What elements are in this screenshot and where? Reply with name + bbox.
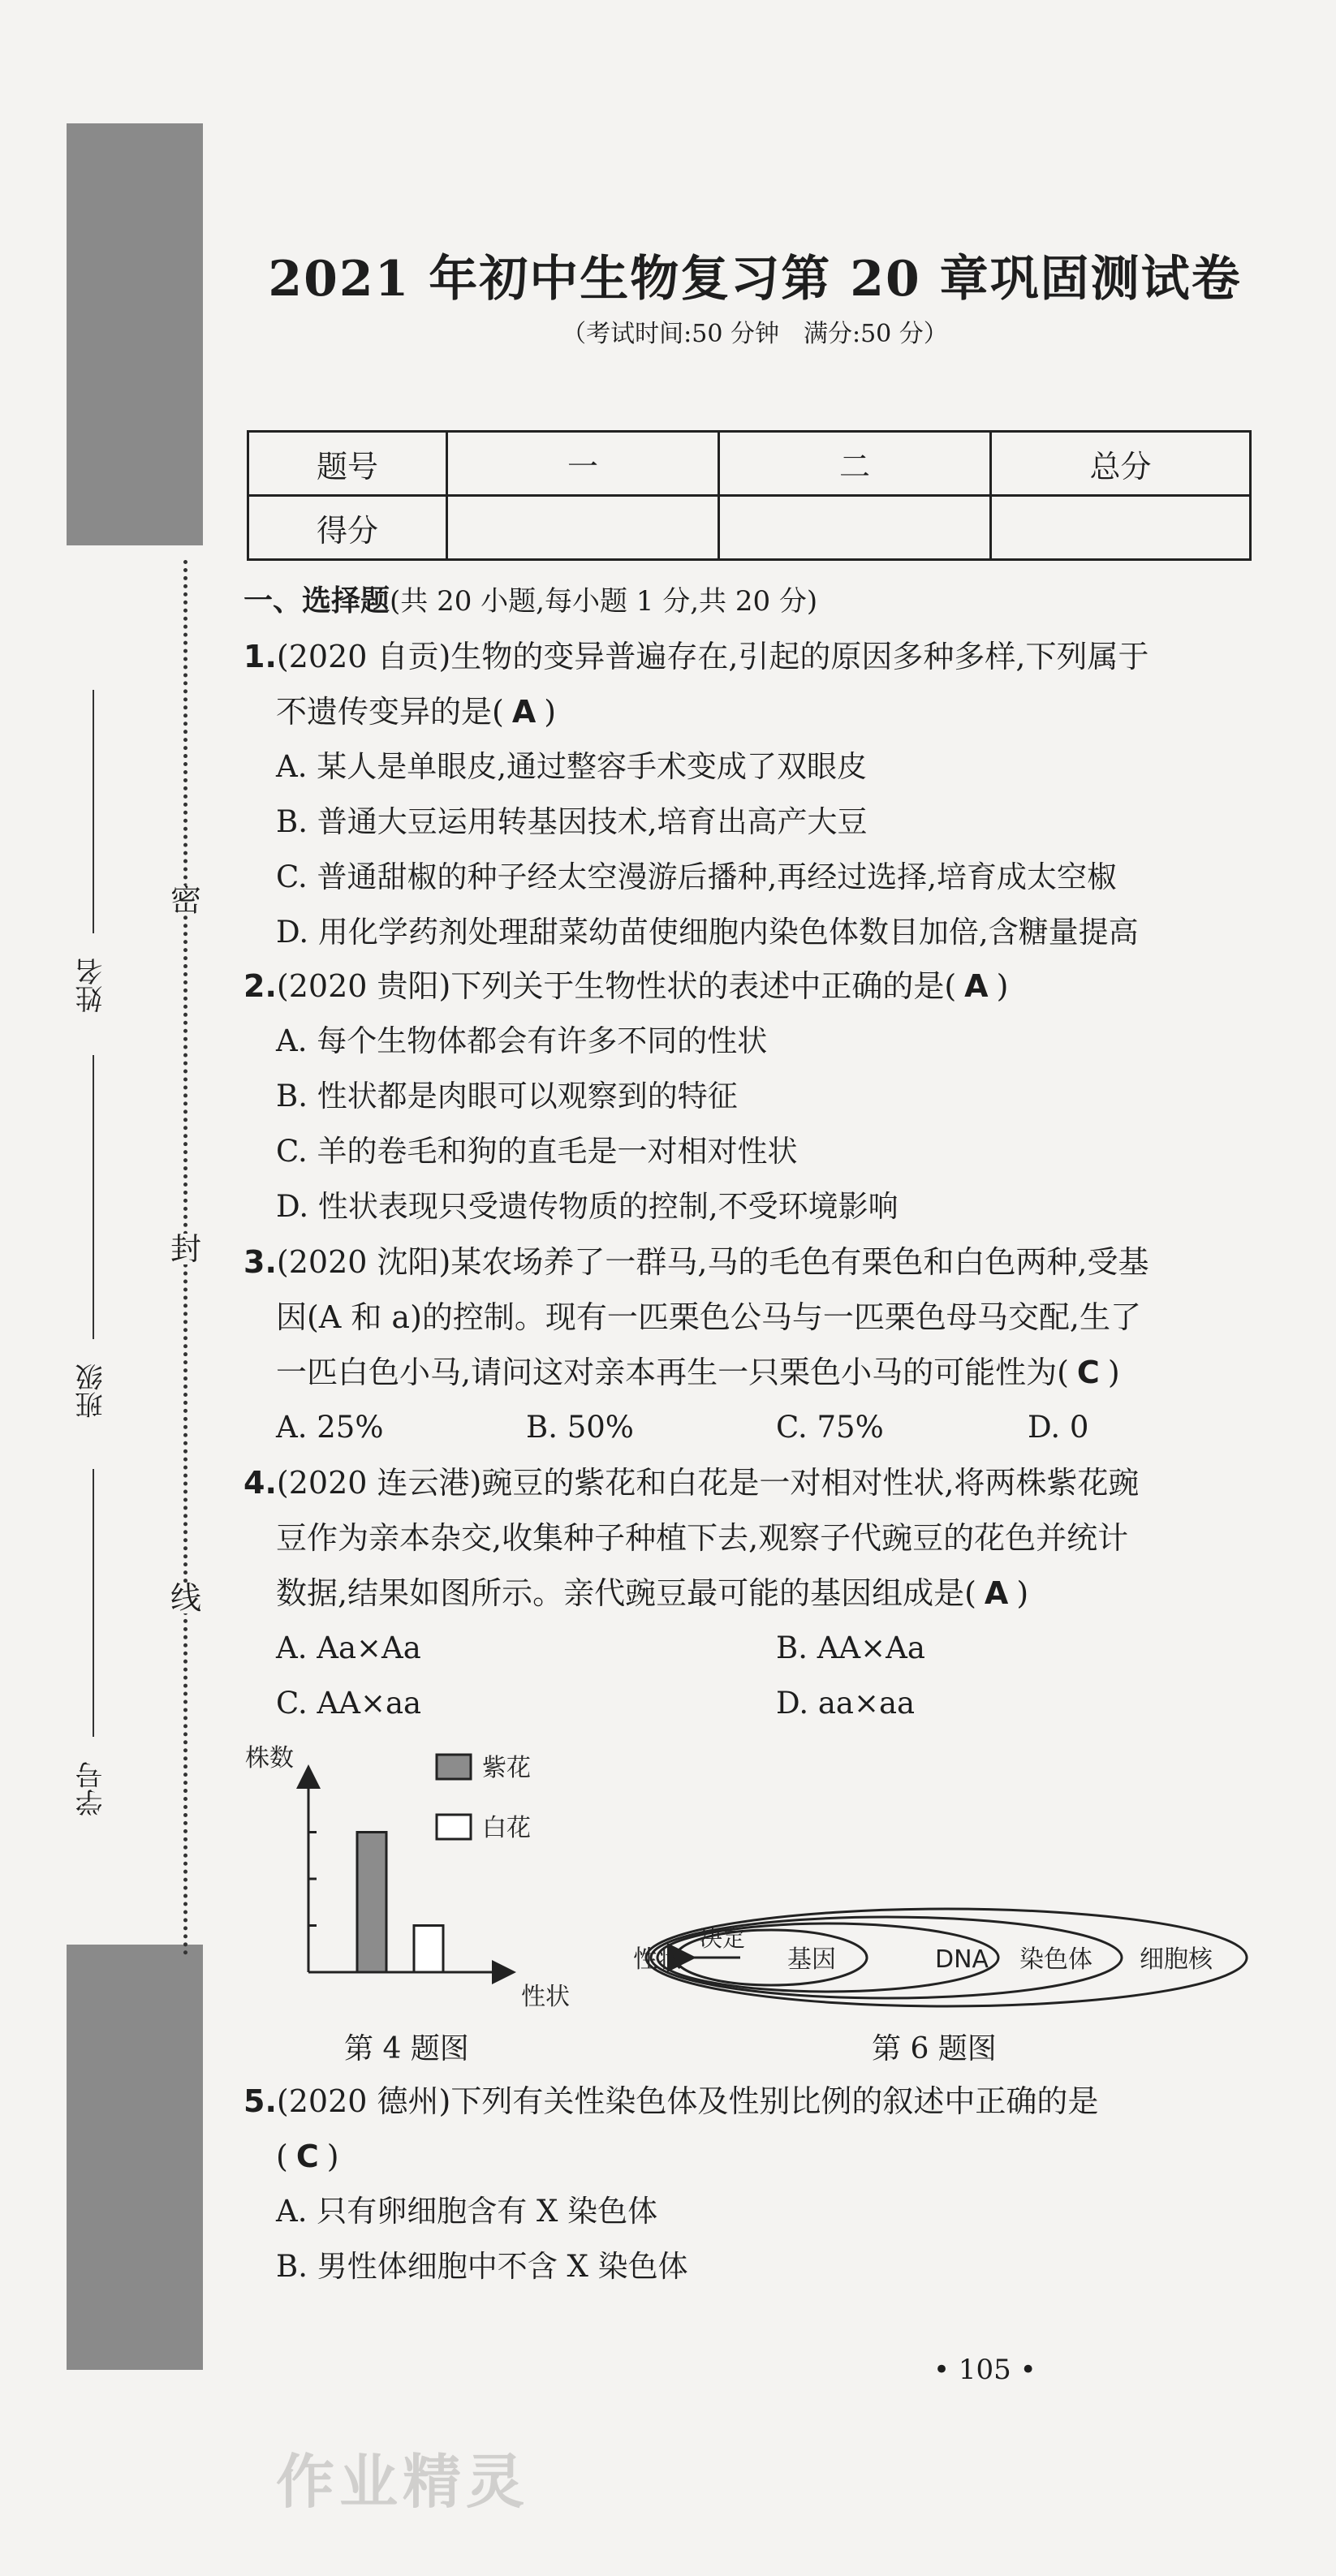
section-heading bbox=[243, 584, 817, 616]
question-1-line-2 bbox=[276, 694, 557, 730]
decide-label: 决定 bbox=[700, 1925, 746, 1952]
figure-4-caption: 第 4 题图 bbox=[344, 2032, 469, 2066]
option: D. 0 bbox=[1028, 1410, 1089, 1445]
score-input-cell[interactable] bbox=[991, 496, 1251, 560]
score-input-cell[interactable] bbox=[719, 496, 991, 560]
chromosome-label: 染色体 bbox=[1019, 1945, 1093, 1974]
section-title: 一、选择题 bbox=[243, 584, 390, 618]
answer-mark: A bbox=[984, 1575, 1009, 1611]
question-text: (2020 连云港)豌豆的紫花和白花是一对相对性状,将两株紫花豌 bbox=[276, 1465, 1140, 1501]
figure-6-caption: 第 6 题图 bbox=[872, 2032, 997, 2066]
score-cell: 得分 bbox=[248, 496, 447, 560]
nucleus-label: 细胞核 bbox=[1140, 1945, 1213, 1974]
option: B. 性状都是肉眼可以观察到的特征 bbox=[276, 1079, 738, 1114]
option: D. aa×aa bbox=[776, 1686, 916, 1721]
option: C. 75% bbox=[776, 1410, 884, 1445]
answer-mark: A bbox=[511, 694, 537, 730]
exam-info: （考试时间:50 分钟 满分:50 分） bbox=[562, 320, 948, 348]
option: C. 羊的卷毛和狗的直毛是一对相对性状 bbox=[276, 1134, 798, 1169]
score-cell: 一 bbox=[447, 432, 719, 496]
option: C. 普通甜椒的种子经太空漫游后播种,再经过选择,培育成太空椒 bbox=[276, 859, 1118, 894]
option: A. 某人是单眼皮,通过整容手术变成了双眼皮 bbox=[276, 749, 868, 784]
page-title: 2021 年初中生物复习第 20 章巩固测试卷 bbox=[268, 251, 1242, 308]
score-table bbox=[247, 430, 1252, 561]
question-4-line-2 bbox=[276, 1520, 1129, 1556]
watermark: 作业精灵 bbox=[276, 2448, 530, 2516]
question-number: 1. bbox=[243, 639, 277, 674]
name-field-label: 姓名 bbox=[75, 958, 108, 1013]
option: D. 性状表现只受遗传物质的控制,不受环境影响 bbox=[276, 1189, 899, 1224]
question-3-line-1 bbox=[243, 1244, 1149, 1280]
paren-close: ) bbox=[996, 968, 1009, 1004]
question-text: ( bbox=[276, 2139, 288, 2174]
section-detail: (共 20 小题,每小题 1 分,共 20 分) bbox=[390, 585, 818, 618]
question-4-line-1 bbox=[243, 1465, 1140, 1501]
legend-label-white: 白花 bbox=[482, 1814, 531, 1842]
option: C. AA×aa bbox=[276, 1686, 422, 1721]
figure-4-chart bbox=[235, 1737, 609, 2029]
answer-mark: C bbox=[295, 2139, 319, 2174]
question-text: 一匹白色小马,请问这对亲本再生一只栗色小马的可能性为( bbox=[276, 1355, 1069, 1390]
score-cell: 总分 bbox=[991, 432, 1251, 496]
option: B. 普通大豆运用转基因技术,培育出高产大豆 bbox=[276, 804, 868, 839]
legend-swatch-purple bbox=[437, 1755, 471, 1779]
question-number: 3. bbox=[243, 1244, 277, 1280]
option: A. 每个生物体都会有许多不同的性状 bbox=[276, 1023, 768, 1058]
legend-label-purple: 紫花 bbox=[482, 1754, 531, 1782]
paren-close: ) bbox=[544, 694, 557, 730]
page-number: • 105 • bbox=[933, 2354, 1036, 2386]
question-text: (2020 自贡)生物的变异普遍存在,引起的原因多种多样,下列属于 bbox=[276, 639, 1149, 674]
question-text: 不遗传变异的是( bbox=[276, 694, 504, 730]
question-text: 因(A 和 a)的控制。现有一匹栗色公马与一匹栗色母马交配,生了 bbox=[276, 1299, 1141, 1335]
question-3-line-2 bbox=[276, 1299, 1141, 1335]
question-5-line-2 bbox=[276, 2141, 339, 2172]
question-text: (2020 贵阳)下列关于生物性状的表述中正确的是( bbox=[276, 968, 957, 1004]
name-field-line bbox=[93, 690, 94, 933]
option: A. 只有卵细胞含有 X 染色体 bbox=[276, 2194, 658, 2229]
question-2-line-1 bbox=[243, 968, 1009, 1004]
legend-swatch-white bbox=[437, 1815, 471, 1839]
bar-purple-flower bbox=[357, 1833, 386, 1973]
trait-label: 性状 bbox=[633, 1945, 682, 1974]
bar-white-flower bbox=[414, 1926, 443, 1973]
paren-close: ) bbox=[1016, 1575, 1029, 1611]
question-number: 5. bbox=[243, 2083, 277, 2119]
question-text: 豆作为亲本杂交,收集种子种植下去,观察子代豌豆的花色并统计 bbox=[276, 1520, 1129, 1556]
seal-char-feng: 封 bbox=[170, 1231, 202, 1267]
id-field-label: 学号 bbox=[75, 1761, 108, 1816]
figure-6-diagram bbox=[633, 1899, 1266, 2021]
option: A. Aa×Aa bbox=[276, 1630, 421, 1665]
option: B. AA×Aa bbox=[776, 1630, 925, 1665]
option: A. 25% bbox=[276, 1410, 384, 1445]
score-cell: 题号 bbox=[248, 432, 447, 496]
score-table-score-row bbox=[248, 496, 1251, 560]
option: B. 50% bbox=[526, 1410, 634, 1445]
question-number: 4. bbox=[243, 1465, 277, 1501]
paren-close: ) bbox=[1107, 1355, 1120, 1390]
score-table-header-row bbox=[248, 432, 1251, 496]
question-number: 2. bbox=[243, 968, 277, 1004]
class-field-line bbox=[93, 1055, 94, 1339]
score-cell: 二 bbox=[719, 432, 991, 496]
question-5-line-1 bbox=[243, 2083, 1099, 2119]
question-1-line-1 bbox=[243, 641, 1149, 672]
margin-gray-bar-top bbox=[67, 123, 203, 545]
class-field-label: 班级 bbox=[75, 1363, 108, 1419]
question-4-line-3 bbox=[276, 1575, 1029, 1611]
seal-char-mi: 密 bbox=[170, 882, 202, 918]
option: B. 男性体细胞中不含 X 染色体 bbox=[276, 2249, 688, 2284]
score-input-cell[interactable] bbox=[447, 496, 719, 560]
y-axis-label: 株数 bbox=[245, 1744, 294, 1773]
gene-label: 基因 bbox=[787, 1945, 836, 1974]
answer-mark: A bbox=[964, 968, 989, 1004]
option: D. 用化学药剂处理甜菜幼苗使细胞内染色体数目加倍,含糖量提高 bbox=[276, 915, 1139, 950]
paren-close: ) bbox=[326, 2139, 339, 2174]
x-axis-label: 性状 bbox=[521, 1983, 570, 2011]
id-field-line bbox=[93, 1469, 94, 1737]
question-text: (2020 沈阳)某农场养了一群马,马的毛色有栗色和白色两种,受基 bbox=[276, 1244, 1149, 1280]
question-3-line-3 bbox=[276, 1357, 1120, 1388]
answer-mark: C bbox=[1076, 1355, 1100, 1390]
question-text: 数据,结果如图所示。亲代豌豆最可能的基因组成是( bbox=[276, 1575, 976, 1611]
margin-gray-bar-bottom bbox=[67, 1945, 203, 2370]
question-text: (2020 德州)下列有关性染色体及性别比例的叙述中正确的是 bbox=[276, 2083, 1099, 2119]
seal-char-xian: 线 bbox=[170, 1580, 202, 1616]
dna-label: DNA bbox=[935, 1945, 989, 1974]
